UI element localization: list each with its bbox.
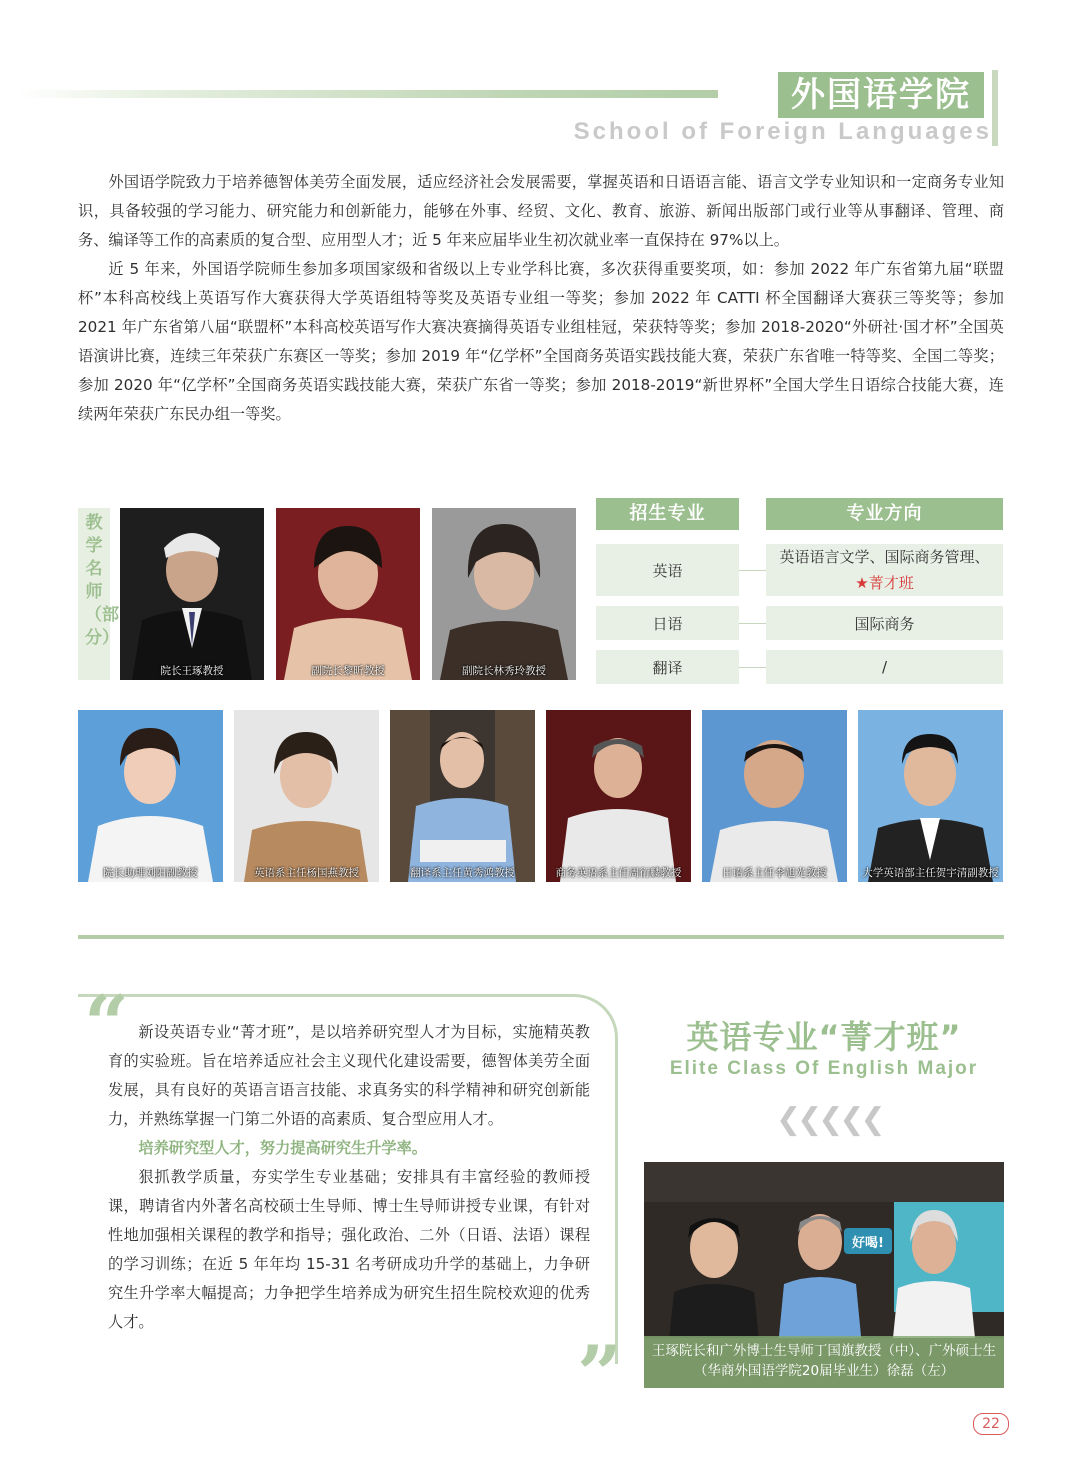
portrait-figure xyxy=(432,508,576,680)
teacher-photo-1 xyxy=(120,508,264,680)
direction-cell-japanese xyxy=(766,606,1003,640)
portrait-figure xyxy=(858,710,1003,882)
page-number: 22 xyxy=(973,1413,1009,1435)
elite-subtitle: Elite Class Of English Major xyxy=(669,1058,979,1079)
major-name: 英语 xyxy=(652,561,683,580)
teacher-photo-2 xyxy=(276,508,420,680)
row-connector xyxy=(739,570,766,571)
direction-cell-english xyxy=(766,544,1003,596)
teacher-photo-5 xyxy=(234,710,379,882)
elite-class-tag: ★菁才班 xyxy=(855,574,914,592)
portrait-figure xyxy=(234,710,379,882)
portrait-figure xyxy=(276,508,420,680)
teacher-caption: 副院长林秀玲教授 xyxy=(462,665,546,677)
elite-description xyxy=(108,1018,590,1337)
major-name: 日语 xyxy=(652,614,683,633)
major-cell-english xyxy=(596,544,739,596)
title-side-bar xyxy=(992,70,998,146)
chevrons-decor-icon: ❮❮❮❮❮ xyxy=(776,1102,882,1137)
teacher-caption: 副院长黎昕教授 xyxy=(311,665,385,677)
close-quote-icon: ” xyxy=(577,1329,622,1420)
page-subtitle: School of Foreign Languages xyxy=(573,118,992,145)
direction-text: 国际商务 xyxy=(854,614,915,633)
portrait-figure xyxy=(702,710,847,882)
intro-paragraph-1: 外国语学院致力于培养德智体美劳全面发展，适应经济社会发展需要，掌握英语和日语语言能、语言文学专业知识和一定商务专业知识，具备较强的学习能力、研究能力和创新能力，能够在外事、经贸、文化、教育、旅游、新闻出版部门或行业等从事翻译、管理、商务、编译等工作的高素质的复合型、应用型人才；近 5 年来应届毕业生初次就业率一直保持在 97%以上。 xyxy=(78,173,1004,249)
group-photo-caption: 王琢院长和广外博士生导师丁国旗教授（中）、广外硕士生（华商外国语学院20届毕业生）徐磊（左） xyxy=(644,1336,1004,1388)
teachers-label xyxy=(78,508,119,680)
teacher-photo-7 xyxy=(546,710,691,882)
teacher-caption: 翻译系主任黄秀鸿教授 xyxy=(410,867,515,879)
teacher-photo-6 xyxy=(390,710,535,882)
teacher-photo-3 xyxy=(432,508,576,680)
shop-sign-text: 好喝! xyxy=(852,1236,884,1251)
open-quote-icon: “ xyxy=(84,979,129,1070)
elite-highlight: 培养研究型人才，努力提高研究生升学率。 xyxy=(138,1139,427,1157)
teacher-caption: 商务英语系主任周衍麟教授 xyxy=(555,867,682,879)
teacher-caption: 英语系主任杨国燕教授 xyxy=(254,867,359,879)
teacher-caption: 日语系主任李旭光教授 xyxy=(722,867,827,879)
direction-text: / xyxy=(881,658,888,676)
elite-paragraph-1: 新设英语专业“菁才班”，是以培养研究型人才为目标，实施精英教育的实验班。旨在培养适应社会主义现代化建设需要，德智体美劳全面发展，具有良好的英语言语言技能、求真务实的科学精神和研究创新能力，并熟练掌握一门第二外语的高素质、复合型应用人才。 xyxy=(108,1023,590,1128)
direction-cell-translation xyxy=(766,650,1003,684)
header-decor-line xyxy=(18,90,718,98)
major-cell-translation xyxy=(596,650,739,684)
section-divider xyxy=(78,935,1004,939)
portrait-figure xyxy=(546,710,691,882)
page-title: 外国语学院 xyxy=(778,72,984,118)
teacher-caption: 院长王琢教授 xyxy=(160,665,224,677)
portrait-figure xyxy=(120,508,264,680)
directions-header: 专业方向 xyxy=(766,498,1003,530)
row-connector xyxy=(739,667,766,668)
major-name: 翻译 xyxy=(652,658,683,677)
teacher-caption: 大学英语部主任贺宇清副教授 xyxy=(862,867,999,879)
elite-title: 英语专业“菁才班” xyxy=(686,1018,962,1056)
elite-paragraph-2: 狠抓教学质量，夯实学生专业基础；安排具有丰富经验的教师授课，聘请省内外著名高校硕士生导师、博士生导师讲授专业课，有针对性地加强相关课程的教学和指导；强化政治、二外（日语、法语）课程的学习训练；在近 5 年年均 15-31 名考研成功升学的基础上，力争研究生升学率大幅提高；力争把学生培养成为研究生招生院校欢迎的优秀人才。 xyxy=(108,1168,590,1331)
intro-paragraph-2: 近 5 年来，外国语学院师生参加多项国家级和省级以上专业学科比赛，多次获得重要奖项，如：参加 2022 年广东省第九届“联盟杯”本科高校线上英语写作大赛获得大学英语组特等奖及英语专业组一等奖；参加 2022 年 CATTI 杯全国翻译大赛获三等奖等；参加 2021 年广东省第八届“联盟杯”本科高校英语写作大赛决赛摘得英语专业组桂冠，荣获特等奖；参加 2018-2020“外研社·国才杯”全国英语演讲比赛，连续三年荣获广东赛区一等奖；参加 2019 年“亿学杯”全国商务英语实践技能大赛，荣获广东省唯一特等奖、全国二等奖；参加 2020 年“亿学杯”全国商务英语实践技能大赛，荣获广东省一等奖；参加 2018-2019“新世界杯”全国大学生日语综合技能大赛，连续两年荣获广东民办组一等奖。 xyxy=(78,260,1004,423)
teacher-caption: 院长助理刘阳副教授 xyxy=(103,867,198,879)
teacher-photo-4 xyxy=(78,710,223,882)
direction-text: 英语语言文学、国际商务管理、 xyxy=(779,548,990,566)
teacher-photo-9 xyxy=(858,710,1003,882)
row-connector xyxy=(739,623,766,624)
teacher-photo-8 xyxy=(702,710,847,882)
major-cell-japanese xyxy=(596,606,739,640)
teachers-label-text: 教学名师（部分） xyxy=(85,513,119,648)
majors-header: 招生专业 xyxy=(596,498,739,530)
intro-text xyxy=(78,168,1004,429)
portrait-figure xyxy=(78,710,223,882)
portrait-figure xyxy=(390,710,535,882)
